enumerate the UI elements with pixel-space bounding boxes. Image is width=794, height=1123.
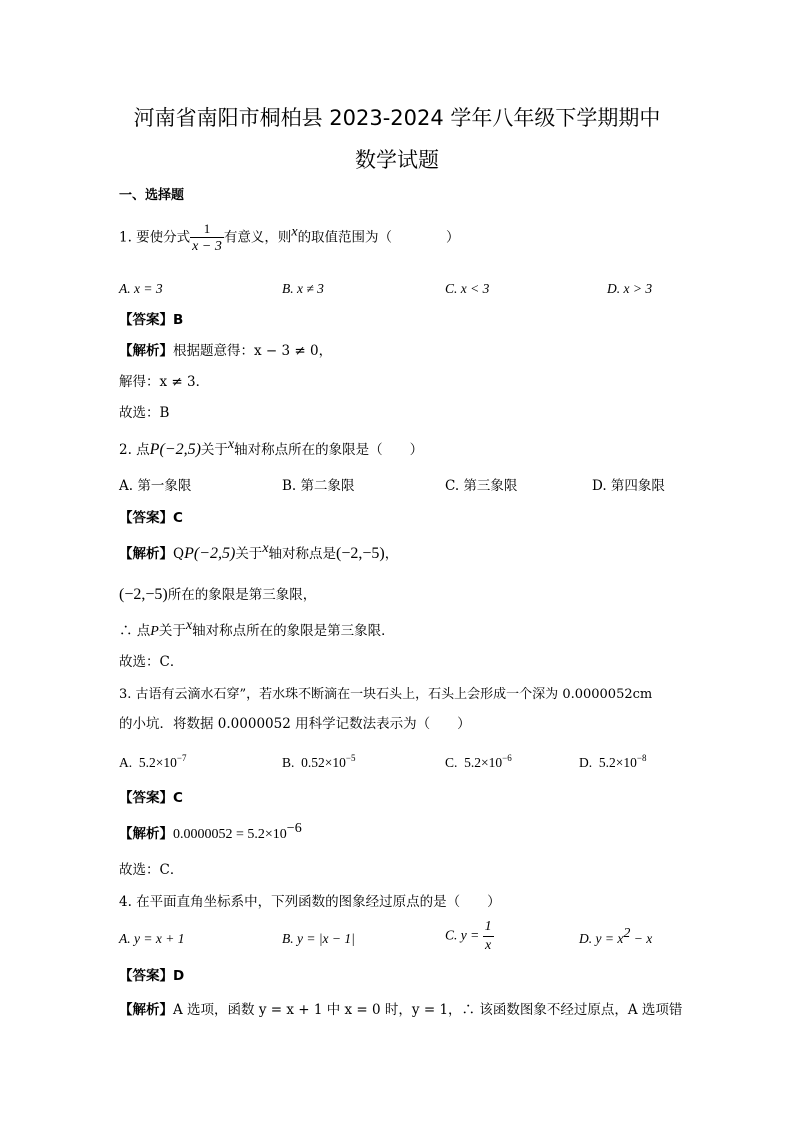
q1-option-b: B. x ≠ 3 bbox=[282, 281, 324, 296]
q3-option-c-label: C. bbox=[445, 755, 458, 770]
question-4-stem: 4. 在平面直角坐标系中，下列函数的图象经过原点的是（ ） bbox=[119, 894, 501, 910]
q2-analysis-line3 bbox=[119, 618, 395, 639]
question-3-line1: 3. 古语有云滴水石穿”，若水珠不断滴在一块石头上，石头上会形成一个深为 0.0000052cm bbox=[119, 687, 653, 702]
q3-option-a-base: 5.2×10 bbox=[138, 755, 177, 770]
q2-l1-mid: 关于 bbox=[235, 546, 263, 562]
q1-solve: 解得：x ≠ 3． bbox=[119, 374, 210, 390]
q1-analysis bbox=[119, 345, 332, 359]
q4-option-d bbox=[579, 926, 653, 946]
q4-option-c-num: 1 bbox=[483, 920, 494, 937]
q2-l1-end: ， bbox=[384, 546, 399, 562]
q3-option-b bbox=[282, 753, 356, 770]
q3-option-d-base: 5.2×10 bbox=[598, 755, 637, 770]
question-3-line2: 的小坑．将数据 0.0000052 用科学记数法表示为（ ） bbox=[119, 716, 471, 732]
q3-option-d bbox=[579, 753, 647, 770]
q3-analysis bbox=[119, 821, 302, 842]
q1-analysis-tag: 【解析】 bbox=[119, 343, 173, 359]
q1-fraction bbox=[190, 222, 224, 254]
q3-analysis-tag: 【解析】 bbox=[119, 826, 173, 842]
q3-analysis-exp: −6 bbox=[286, 821, 302, 836]
q3-option-d-label: D. bbox=[579, 755, 593, 770]
question-1-stem bbox=[119, 222, 460, 254]
q3-choose: 故选：C． bbox=[119, 862, 184, 878]
q2-analysis-line1 bbox=[119, 541, 399, 562]
q4-option-a: A. y = x + 1 bbox=[119, 931, 185, 946]
q3-analysis-base: 0.0000052 = 5.2×10 bbox=[173, 827, 287, 842]
q3-option-c-base: 5.2×10 bbox=[464, 755, 503, 770]
q2-l3-var: P bbox=[150, 624, 159, 639]
q2-l3-c: 轴对称点所在的象限是第三象限． bbox=[192, 623, 395, 639]
q4-option-b: B. y = |x − 1| bbox=[282, 931, 355, 946]
q2-l3-a: ∴ 点 bbox=[119, 623, 151, 639]
q4-option-c-fraction bbox=[483, 920, 494, 953]
q2-l2-text: 所在的象限是第三象限， bbox=[167, 587, 317, 603]
q2-l1-point2: (−2,−5) bbox=[336, 545, 385, 562]
q4-answer: 【答案】D bbox=[119, 968, 185, 984]
q3-option-d-exp: −8 bbox=[636, 753, 647, 763]
q3-option-b-label: B. bbox=[282, 755, 295, 770]
q1-option-a: A. x = 3 bbox=[119, 281, 163, 296]
q4-option-d-base: D. y = x bbox=[579, 931, 624, 946]
q1-frac-num: 1 bbox=[190, 222, 224, 238]
q2-option-a: A. 第一象限 bbox=[119, 478, 192, 494]
q2-option-d: D. 第四象限 bbox=[592, 478, 665, 494]
q2-mid: 关于 bbox=[200, 442, 228, 458]
q2-l1-b: 轴对称点是 bbox=[268, 546, 337, 562]
q3-option-b-exp: −5 bbox=[345, 753, 356, 763]
q2-l1-a: Q bbox=[173, 546, 185, 562]
q2-option-b: B. 第二象限 bbox=[282, 478, 355, 494]
q1-var: x bbox=[291, 224, 298, 240]
q4-option-d-exp: 2 bbox=[623, 926, 631, 941]
q3-option-a-exp: −7 bbox=[176, 753, 187, 763]
q3-option-a-label: A. bbox=[119, 755, 133, 770]
q2-analysis-line2 bbox=[119, 587, 316, 603]
q2-l1-var: x bbox=[262, 541, 269, 556]
q3-option-a bbox=[119, 753, 187, 770]
q2-option-c: C. 第三象限 bbox=[445, 478, 518, 494]
q4-analysis bbox=[119, 1004, 682, 1018]
q2-point: P(−2,5) bbox=[149, 441, 201, 458]
q2-choose: 故选：C． bbox=[119, 654, 184, 670]
page-title-line1: 河南省南阳市桐柏县 2023-2024 学年八年级下学期期中 bbox=[133, 106, 661, 130]
page-title-line2: 数学试题 bbox=[355, 148, 439, 172]
q1-suffix-b: 的取值范围为（ ） bbox=[297, 229, 460, 246]
q2-analysis-tag: 【解析】 bbox=[119, 546, 173, 562]
section-heading: 一、选择题 bbox=[119, 188, 185, 203]
q3-answer: 【答案】C bbox=[119, 790, 183, 806]
q4-option-d-tail: − x bbox=[630, 931, 653, 946]
q2-suffix: 轴对称点所在的象限是（ ） bbox=[234, 442, 424, 458]
q2-answer: 【答案】C bbox=[119, 510, 183, 526]
q2-l3-var2: x bbox=[185, 618, 193, 633]
q2-prefix: 2. 点 bbox=[119, 442, 150, 458]
q1-option-d: D. x > 3 bbox=[607, 281, 653, 296]
q1-analysis-text: 根据题意得：x − 3 ≠ 0， bbox=[173, 343, 333, 359]
q4-option-c-label: C. y = bbox=[445, 927, 480, 943]
q1-frac-den: x − 3 bbox=[192, 239, 222, 254]
q1-prefix: 1. 要使分式 bbox=[119, 229, 191, 246]
q1-choose: 故选：B bbox=[119, 405, 170, 421]
q4-option-c bbox=[445, 920, 494, 953]
q2-l2-point: (−2,−5) bbox=[119, 586, 168, 603]
q3-option-c-exp: −6 bbox=[502, 753, 512, 763]
q1-answer: 【答案】B bbox=[119, 312, 184, 328]
q3-option-b-base: 0.52×10 bbox=[301, 755, 346, 770]
q2-l1-point: P(−2,5) bbox=[184, 545, 236, 562]
q1-option-c: C. x < 3 bbox=[445, 281, 490, 296]
q2-l3-b: 关于 bbox=[158, 623, 186, 639]
q4-option-c-den: x bbox=[485, 938, 492, 953]
q4-analysis-text: A 选项，函数 y = x + 1 中 x = 0 时，y = 1，∴ 该函数图象不经过原点，A 选项错 bbox=[173, 1002, 683, 1018]
q4-analysis-tag: 【解析】 bbox=[119, 1002, 173, 1018]
q1-suffix-a: 有意义，则 bbox=[223, 229, 292, 246]
question-2-stem bbox=[119, 437, 424, 458]
q2-var: x bbox=[227, 437, 235, 452]
q3-option-c bbox=[445, 753, 512, 770]
